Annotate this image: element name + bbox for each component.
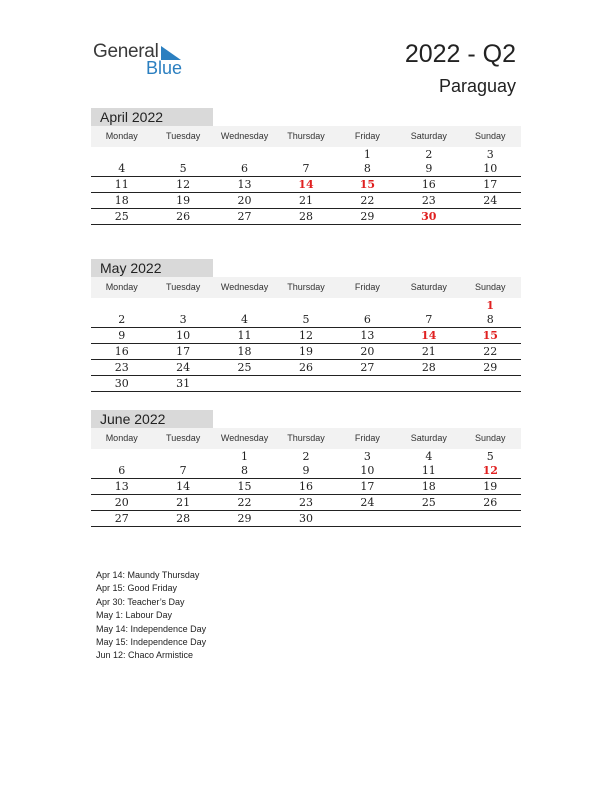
- weekday-label: Sunday: [474, 433, 506, 443]
- month-title: April 2022: [91, 108, 213, 126]
- day-cell: 27: [237, 210, 252, 223]
- day-cell: 17: [176, 345, 191, 358]
- day-cell: 16: [421, 178, 436, 191]
- brand-logo: [93, 40, 193, 80]
- day-cell: 20: [114, 496, 129, 509]
- day-cell: 9: [425, 162, 433, 175]
- week-row: [91, 511, 521, 527]
- day-cell: 6: [363, 313, 371, 326]
- day-cell: 22: [360, 194, 375, 207]
- day-cell: 6: [241, 162, 249, 175]
- day-cell: 30: [114, 377, 129, 390]
- day-cell: 22: [237, 496, 252, 509]
- day-cell: 1: [363, 148, 371, 161]
- day-cell: 26: [483, 496, 498, 509]
- day-cell: [337, 511, 398, 526]
- day-cell: [91, 449, 152, 463]
- day-cell: 24: [360, 496, 375, 509]
- day-cell: [275, 147, 336, 161]
- day-cell: 13: [237, 178, 252, 191]
- month-block: [91, 108, 521, 225]
- weekday-label: Thursday: [287, 131, 325, 141]
- day-cell: 24: [176, 361, 191, 374]
- week-row: [91, 360, 521, 376]
- page-title: 2022 - Q2: [404, 40, 516, 68]
- day-cell: 7: [302, 162, 310, 175]
- day-cell: 25: [114, 210, 129, 223]
- day-cell: [275, 376, 336, 391]
- day-cell: 21: [421, 345, 436, 358]
- weekday-label: Friday: [354, 433, 380, 443]
- weekday-label: Tuesday: [166, 282, 201, 292]
- holiday-list: [96, 569, 206, 663]
- day-cell: 21: [176, 496, 191, 509]
- day-cell: 10: [176, 329, 191, 342]
- brand-blue-text: Blue: [146, 58, 183, 78]
- weekday-label: Wednesday: [220, 131, 269, 141]
- day-cell: 22: [483, 345, 498, 358]
- day-cell: [214, 147, 275, 161]
- week-row: [91, 147, 521, 161]
- day-cell: 3: [486, 148, 494, 161]
- holiday-day-cell: 30: [421, 210, 437, 223]
- day-cell: 25: [421, 496, 436, 509]
- day-cell: 14: [176, 480, 191, 493]
- week-row: [91, 376, 521, 392]
- day-cell: 16: [298, 480, 313, 493]
- day-cell: [152, 147, 213, 161]
- day-cell: [337, 376, 398, 391]
- day-cell: 7: [425, 313, 433, 326]
- day-cell: 2: [118, 313, 126, 326]
- day-cell: [214, 298, 275, 312]
- week-row: [91, 449, 521, 463]
- weekday-label: Monday: [105, 282, 138, 292]
- day-cell: [91, 298, 152, 312]
- day-cell: 2: [302, 450, 310, 463]
- country-name: Paraguay: [438, 76, 516, 96]
- day-cell: 26: [298, 361, 313, 374]
- holiday-note: Apr 14: Maundy Thursday: [96, 570, 200, 580]
- day-cell: 19: [483, 480, 498, 493]
- day-cell: 3: [179, 313, 187, 326]
- day-cell: 12: [298, 329, 313, 342]
- weekday-label: Tuesday: [166, 131, 201, 141]
- weekday-label: Thursday: [287, 282, 325, 292]
- day-cell: 18: [237, 345, 252, 358]
- day-cell: 18: [114, 194, 129, 207]
- day-cell: 4: [118, 162, 126, 175]
- day-cell: 23: [298, 496, 313, 509]
- weekday-header: [91, 428, 521, 449]
- day-cell: 11: [421, 464, 436, 477]
- day-cell: 5: [179, 162, 187, 175]
- day-cell: 28: [421, 361, 436, 374]
- day-cell: 1: [241, 450, 249, 463]
- day-cell: 5: [486, 450, 494, 463]
- week-row: [91, 479, 521, 495]
- brand-general-text: General: [93, 41, 159, 62]
- week-row: [91, 298, 521, 312]
- day-cell: [152, 449, 213, 463]
- month-block: [91, 259, 521, 392]
- day-cell: [460, 511, 521, 526]
- day-cell: [460, 376, 521, 391]
- day-cell: 23: [114, 361, 129, 374]
- weekday-header: [91, 277, 521, 298]
- day-cell: 18: [421, 480, 436, 493]
- month-title: May 2022: [91, 259, 213, 277]
- day-cell: 19: [176, 194, 191, 207]
- holiday-note: May 14: Independence Day: [96, 623, 207, 634]
- month-title: June 2022: [91, 410, 213, 428]
- day-cell: 27: [360, 361, 375, 374]
- day-cell: 25: [237, 361, 252, 374]
- day-cell: 27: [114, 512, 129, 525]
- day-cell: 13: [114, 480, 129, 493]
- day-cell: 17: [483, 178, 498, 191]
- weekday-label: Sunday: [474, 282, 506, 292]
- month-block: [91, 410, 521, 527]
- day-cell: 11: [237, 329, 252, 342]
- day-cell: [398, 298, 459, 312]
- day-cell: [214, 376, 275, 391]
- day-cell: 17: [360, 480, 375, 493]
- week-row: [91, 209, 521, 225]
- day-cell: 20: [360, 345, 375, 358]
- day-cell: 29: [237, 512, 252, 525]
- day-cell: 11: [114, 178, 129, 191]
- day-cell: 2: [425, 148, 433, 161]
- day-cell: 7: [179, 464, 187, 477]
- holiday-note: Apr 30: Teacher’s Day: [96, 596, 185, 607]
- day-cell: 31: [176, 377, 191, 390]
- week-row: [91, 177, 521, 193]
- day-cell: [152, 298, 213, 312]
- weekday-label: Monday: [105, 433, 138, 443]
- weekday-label: Tuesday: [166, 433, 201, 443]
- day-cell: 4: [425, 450, 433, 463]
- holiday-day-cell: 14: [421, 329, 437, 342]
- day-cell: 28: [298, 210, 313, 223]
- holiday-day-cell: 15: [359, 178, 376, 191]
- weekday-label: Friday: [354, 131, 380, 141]
- day-cell: 4: [241, 313, 249, 326]
- day-cell: 13: [360, 329, 375, 342]
- week-row: [91, 495, 521, 511]
- week-row: [91, 344, 521, 360]
- day-cell: 15: [237, 480, 252, 493]
- day-cell: 16: [114, 345, 129, 358]
- day-cell: 26: [176, 210, 191, 223]
- day-cell: 20: [237, 194, 252, 207]
- day-cell: 9: [302, 464, 310, 477]
- day-cell: [91, 147, 152, 161]
- week-row: [91, 312, 521, 328]
- day-cell: 28: [176, 512, 191, 525]
- weekday-label: Saturday: [410, 282, 447, 292]
- weekday-label: Wednesday: [220, 282, 269, 292]
- day-cell: 19: [298, 345, 313, 358]
- week-row: [91, 328, 521, 344]
- day-cell: 8: [486, 313, 494, 326]
- day-cell: 29: [360, 210, 375, 223]
- day-cell: [275, 298, 336, 312]
- day-cell: 3: [363, 450, 371, 463]
- holiday-note: Jun 12: Chaco Armistice: [96, 650, 194, 661]
- day-cell: 9: [118, 329, 126, 342]
- day-cell: 29: [483, 361, 498, 374]
- weekday-label: Wednesday: [220, 433, 269, 443]
- holiday-note: May 1: Labour Day: [96, 610, 173, 621]
- day-cell: [460, 209, 521, 224]
- day-cell: 10: [360, 464, 375, 477]
- day-cell: [398, 511, 459, 526]
- weekday-label: Sunday: [474, 131, 506, 141]
- holiday-note: Apr 15: Good Friday: [96, 583, 178, 594]
- weekday-label: Saturday: [410, 433, 447, 443]
- day-cell: 24: [483, 194, 498, 207]
- day-cell: 10: [483, 162, 498, 175]
- weekday-label: Saturday: [410, 131, 447, 141]
- holiday-day-cell: 1: [486, 299, 495, 312]
- weekday-label: Monday: [105, 131, 138, 141]
- weekday-label: Thursday: [287, 433, 325, 443]
- week-row: [91, 161, 521, 177]
- day-cell: 30: [298, 512, 313, 525]
- day-cell: 8: [363, 162, 371, 175]
- day-cell: 12: [176, 178, 191, 191]
- day-cell: 21: [298, 194, 313, 207]
- day-cell: 6: [118, 464, 126, 477]
- holiday-day-cell: 15: [482, 329, 498, 342]
- holiday-day-cell: 12: [482, 464, 498, 477]
- day-cell: [398, 376, 459, 391]
- week-row: [91, 193, 521, 209]
- week-row: [91, 463, 521, 479]
- day-cell: 8: [241, 464, 249, 477]
- holiday-note: May 15: Independence Day: [96, 637, 207, 648]
- day-cell: [337, 298, 398, 312]
- holiday-day-cell: 14: [298, 178, 314, 191]
- weekday-label: Friday: [354, 282, 380, 292]
- day-cell: 5: [302, 313, 310, 326]
- day-cell: 23: [421, 194, 436, 207]
- weekday-header: [91, 126, 521, 147]
